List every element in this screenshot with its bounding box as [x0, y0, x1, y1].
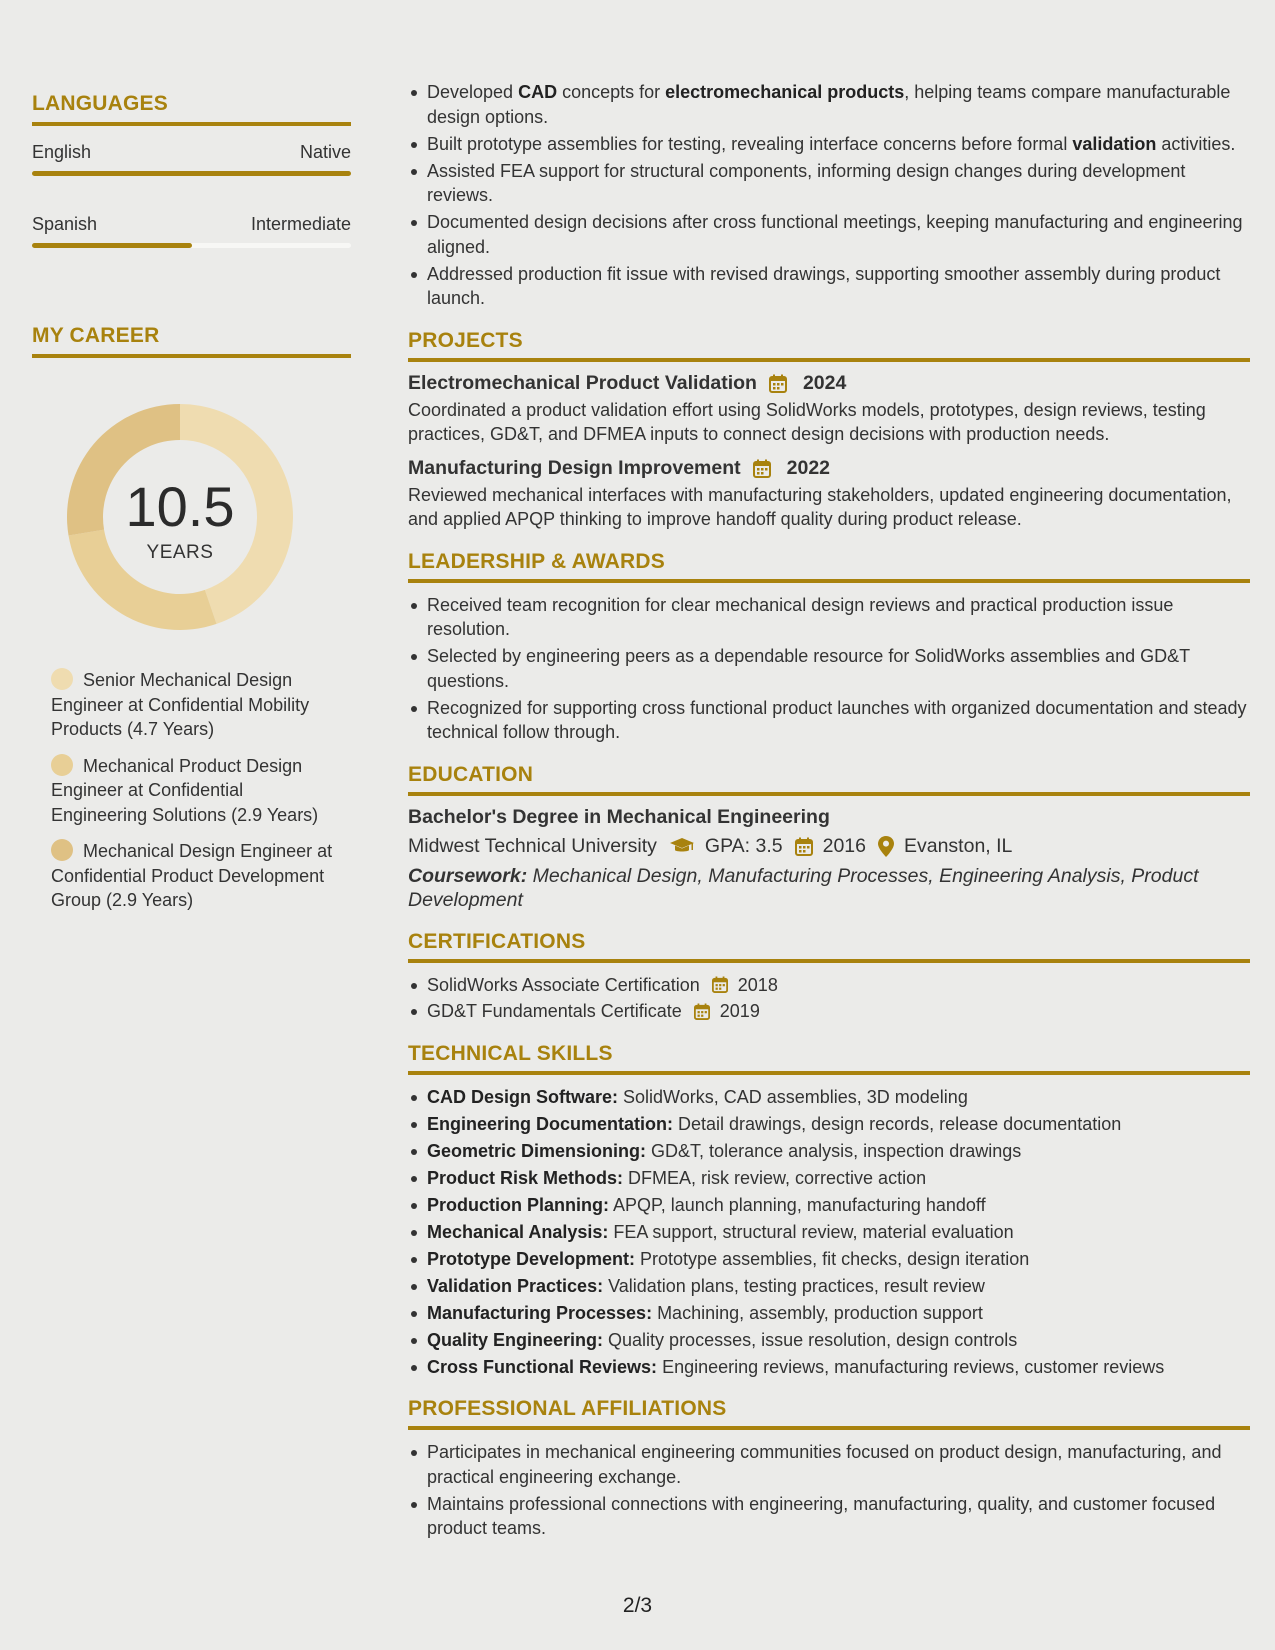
certification-item	[408, 999, 1250, 1024]
text: activities.	[1156, 133, 1236, 154]
language-level: Intermediate	[250, 214, 351, 234]
skill-label: Manufacturing Processes:	[427, 1302, 653, 1323]
career-heading: MY CAREER	[32, 324, 351, 358]
education-location: Evanston, IL	[903, 834, 1013, 857]
main-content	[408, 80, 1250, 1543]
calendar-icon	[694, 1003, 715, 1020]
legend-dot	[51, 668, 73, 690]
text: concepts for	[557, 82, 666, 102]
leadership-item: Recognized for supporting cross functional product launches with organized documentation and steady technical follow through.	[408, 696, 1250, 745]
skill-item	[408, 1112, 1250, 1137]
calendar-icon	[753, 459, 779, 478]
project-title: Manufacturing Design Improvement	[408, 456, 741, 479]
skill-label: Prototype Development:	[427, 1248, 636, 1269]
project-year-wrap	[769, 372, 846, 395]
skill-item	[408, 1355, 1250, 1380]
skill-item	[408, 1328, 1250, 1353]
text: Developed	[427, 82, 519, 102]
career-legend-item	[51, 754, 341, 828]
education-meta	[408, 835, 1250, 858]
affiliation-item: Participates in mechanical engineering communities focused on product design, manufacturing, and practical engineering exchange.	[408, 1440, 1250, 1489]
skill-value: Validation plans, testing practices, result review	[603, 1275, 985, 1296]
skill-label: Quality Engineering:	[427, 1329, 604, 1350]
leadership-item: Selected by engineering peers as a dependable resource for SolidWorks assemblies and GD&T questions.	[408, 644, 1250, 693]
project-description: Reviewed mechanical interfaces with manufacturing stakeholders, updated engineering documentation, and applied APQP thinking to improve handoff quality during product release.	[408, 484, 1232, 529]
experience-bullet	[408, 210, 1250, 259]
skills-heading: TECHNICAL SKILLS	[408, 1042, 1250, 1075]
education-school: Midwest Technical University	[408, 834, 657, 857]
certifications-heading: CERTIFICATIONS	[408, 930, 1250, 963]
certification-name: GD&T Fundamentals Certificate	[427, 1001, 682, 1021]
skills-list	[408, 1085, 1250, 1380]
affiliations-heading: PROFESSIONAL AFFILIATIONS	[408, 1397, 1250, 1430]
career-total-years: 10.5	[125, 475, 235, 538]
language-row	[32, 214, 351, 235]
text: Built prototype assemblies for testing, revealing interface concerns before formal	[427, 133, 1073, 154]
sidebar	[32, 92, 351, 925]
skill-value: APQP, launch planning, manufacturing handoff	[609, 1194, 986, 1215]
skill-value: Quality processes, issue resolution, design controls	[603, 1329, 1018, 1350]
skill-value: FEA support, structural review, material evaluation	[608, 1221, 1014, 1242]
keyword: validation	[1072, 133, 1157, 154]
skill-item	[408, 1166, 1250, 1191]
skill-item	[408, 1274, 1250, 1299]
certification-year: 2018	[737, 974, 778, 995]
project-year: 2022	[786, 456, 831, 479]
lang-spacer	[32, 176, 351, 198]
language-bar-fill	[32, 171, 351, 176]
skill-value: Machining, assembly, production support	[652, 1302, 983, 1323]
projects-list	[408, 372, 1250, 532]
coursework-text: Mechanical Design, Manufacturing Processes, Engineering Analysis, Product Development	[408, 864, 1199, 911]
leadership-heading: LEADERSHIP & AWARDS	[408, 550, 1250, 583]
text: Assisted FEA support for structural components, informing design changes during development reviews.	[427, 160, 1186, 205]
project-title: Electromechanical Product Validation	[408, 371, 757, 394]
skill-value: GD&T, tolerance analysis, inspection drawings	[646, 1140, 1022, 1161]
experience-bullets	[408, 80, 1250, 311]
skill-item	[408, 1301, 1250, 1326]
skill-value: DFMEA, risk review, corrective action	[623, 1167, 927, 1188]
skill-value: Engineering reviews, manufacturing reviews, customer reviews	[657, 1356, 1165, 1377]
education-heading: EDUCATION	[408, 763, 1250, 796]
skill-label: Geometric Dimensioning:	[427, 1140, 647, 1161]
graduation-cap-icon	[669, 837, 695, 855]
languages-list	[32, 142, 351, 248]
language-bar	[32, 171, 351, 176]
keyword: electromechanical products	[665, 82, 905, 102]
projects-heading: PROJECTS	[408, 329, 1250, 362]
skill-label: Mechanical Analysis:	[427, 1221, 609, 1242]
certification-year: 2019	[719, 1001, 760, 1021]
certification-year-wrap	[694, 999, 760, 1024]
certifications-list	[408, 973, 1250, 1024]
text: Documented design decisions after cross functional meetings, keeping manufacturing and engineering aligned.	[427, 212, 1243, 257]
calendar-icon	[795, 837, 813, 856]
certification-year-wrap	[712, 973, 778, 998]
project-title-row	[408, 372, 1250, 395]
skill-label: Cross Functional Reviews:	[427, 1356, 658, 1377]
career-legend-label: Senior Mechanical Design Engineer at Confidential Mobility Products (4.7 Years)	[51, 670, 310, 739]
leadership-item: Received team recognition for clear mechanical design reviews and practical production issue resolution.	[408, 593, 1250, 642]
project-description: Coordinated a product validation effort using SolidWorks models, prototypes, design reviews, testing practices, GD&T, and DFMEA inputs to connect design decisions with production needs.	[408, 399, 1206, 444]
coursework-label: Coursework:	[408, 864, 528, 887]
project-title-row	[408, 457, 1250, 480]
experience-bullet	[408, 132, 1250, 157]
language-bar-fill	[32, 243, 192, 248]
keyword: CAD	[518, 82, 558, 102]
skill-value: Detail drawings, design records, release documentation	[673, 1113, 1122, 1134]
experience-bullet	[408, 262, 1250, 311]
skill-item	[408, 1085, 1250, 1110]
affiliations-list	[408, 1440, 1250, 1541]
project-year-wrap	[753, 457, 830, 480]
career-legend-label: Mechanical Product Design Engineer at Confidential Engineering Solutions (2.9 Years)	[51, 755, 319, 825]
skill-label: Production Planning:	[427, 1194, 609, 1215]
career-donut-chart	[65, 402, 295, 632]
skill-item	[408, 1247, 1250, 1272]
languages-heading: LANGUAGES	[32, 92, 351, 126]
skill-value: Prototype assemblies, fit checks, design iteration	[635, 1248, 1030, 1269]
text: Addressed production fit issue with revised drawings, supporting smoother assembly during product launch.	[427, 263, 1221, 308]
affiliation-item: Maintains professional connections with engineering, manufacturing, quality, and customer focused product teams.	[408, 1492, 1250, 1541]
calendar-icon	[712, 976, 733, 993]
skill-label: Validation Practices:	[427, 1275, 604, 1296]
education-coursework	[408, 864, 1250, 912]
calendar-icon	[769, 374, 795, 393]
project-year: 2024	[802, 371, 847, 394]
language-row	[32, 142, 351, 163]
map-pin-icon	[878, 836, 894, 857]
language-name: Spanish	[32, 214, 98, 234]
career-legend-label: Mechanical Design Engineer at Confidential Product Development Group (2.9 Years)	[51, 841, 333, 910]
skill-item	[408, 1193, 1250, 1218]
education-year: 2016	[822, 834, 866, 857]
legend-dot	[51, 839, 73, 861]
skill-value: SolidWorks, CAD assemblies, 3D modeling	[618, 1086, 968, 1107]
skill-label: Engineering Documentation:	[427, 1113, 674, 1134]
text: , helping teams compare manufacturable design options.	[427, 82, 1231, 127]
page-number: 2/3	[622, 1594, 653, 1617]
skill-item	[408, 1220, 1250, 1245]
education-degree: Bachelor's Degree in Mechanical Engineering	[408, 805, 830, 828]
leadership-list	[408, 593, 1250, 745]
education-gpa: GPA: 3.5	[704, 834, 783, 857]
certification-item	[408, 973, 1250, 998]
language-bar	[32, 243, 351, 248]
career-legend-item	[51, 839, 341, 913]
experience-bullet	[408, 159, 1250, 208]
legend-dot	[51, 754, 73, 776]
language-name: English	[32, 142, 92, 162]
language-level: Native	[299, 142, 351, 162]
career-legend-item	[51, 668, 341, 742]
career-years-unit: YEARS	[146, 542, 214, 563]
skill-label: Product Risk Methods:	[427, 1167, 624, 1188]
skill-item	[408, 1139, 1250, 1164]
skill-label: CAD Design Software:	[427, 1086, 619, 1107]
career-legend	[51, 668, 341, 913]
experience-bullet	[408, 80, 1250, 129]
certification-name: SolidWorks Associate Certification	[427, 974, 700, 995]
